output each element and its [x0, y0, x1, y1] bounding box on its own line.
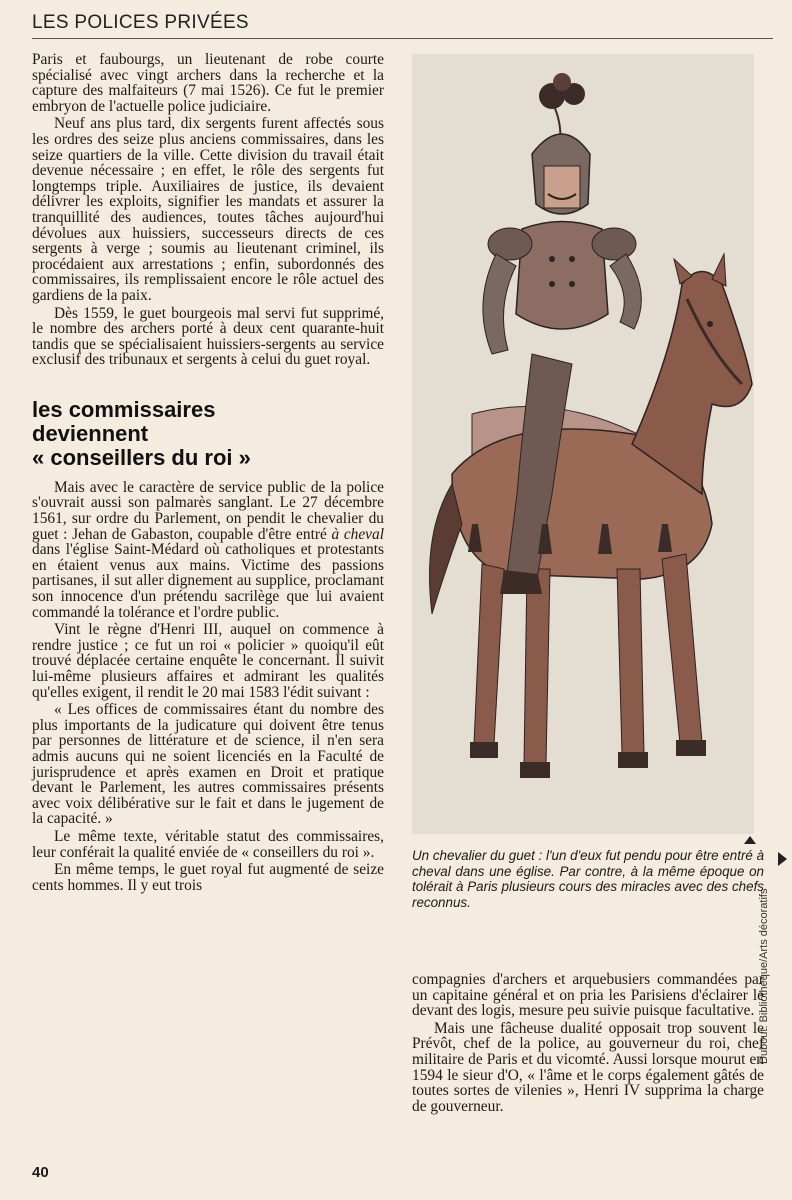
photo-credit: Dubout. Bibliothèque/Arts décoratifs	[758, 888, 770, 1064]
italic-text: à cheval	[331, 525, 384, 543]
page-number: 40	[32, 1164, 49, 1181]
header-rule	[32, 38, 773, 39]
page-turn-arrow-icon	[778, 852, 787, 866]
section-title	[32, 398, 384, 470]
paragraph: Dès 1559, le guet bourgeois mal servi fut supprimé, le nombre des archers porté à deux cent quarante-huit tandis que se spécialisaient huissiers-sergents au service exclusif des tribunaux et sergents à celui du guet royal.	[32, 304, 384, 369]
section-title-line: les commissaires	[32, 396, 216, 422]
knight-on-horse-drawing	[412, 54, 754, 834]
paragraph: Paris et faubourgs, un lieutenant de robe courte spécialisé avec vingt archers dans la recherche et la capture des malfaiteurs (7 mai 1526). Ce fut le premier embryon de l'actuelle police judiciaire.	[32, 51, 384, 115]
paragraph: Neuf ans plus tard, dix sergents furent affectés sous les ordres des seize plus anciens commissaires, dans les seize quartiers de la ville. Cette division du travail était devenue nécessaire ; en effet, le rôle des sergents fut longtemps triple. Auxiliaires de justice, ils devaient délivrer les exploits, signifier les mandats et assurer la tranquillité des audiences, toutes tâches aujourd'hui dévolues aux huissiers, successeurs directs de ces sergents à verge ; soumis au lieutenant criminel, ils procédaient aux arrestations ; enfin, subordonnés des commissaires, ils remplissaient encore le rôle actuel des gardiens de la paix.	[32, 115, 384, 304]
paragraph: Mais une fâcheuse dualité opposait trop souvent le Prévôt, chef de la police, au gouverneur du roi, chef militaire de Paris et du vicomté. Aussi lorsque mourut en 1594 le sieur d'O, « l'âme et le corps également gâtés de toutes sortes de vilenies », Henri IV supprima la charge de gouverneur.	[412, 1019, 764, 1115]
left-column	[32, 52, 384, 893]
figure-caption: Un chevalier du guet : l'un d'eux fut pendu pour être entré à cheval dans une église. Par contre, à la même époque on tolérait à Paris plusieurs cours des miracles avec des chefs reconnus.	[412, 848, 765, 910]
text-run: Mais avec le caractère de service public de la police s'ouvrait aussi son palmarès sanglant. Le 27 décembre 1561, sur ordre du Parlement, on pendit le chevalier du guet : Jehan de Gabaston, coupable d'être entré	[32, 478, 384, 543]
section-title-line: deviennent	[32, 420, 149, 446]
text-run: dans l'église Saint-Médard où catholiques et protestants en étaient venus aux mains. Victime des passions partisanes, il sut aller dignement au supplice, proclamant son innocence d'un prétendu sacrilège que lui avaient commandé la tolérance et l'ordre public.	[32, 541, 384, 621]
knight-illustration	[412, 54, 754, 834]
right-column	[412, 972, 764, 1114]
paragraph	[32, 480, 384, 620]
caption-marker-icon	[744, 836, 756, 844]
paragraph: Le même texte, véritable statut des commissaires, leur conférait la qualité enviée de « conseillers du roi ».	[32, 827, 384, 861]
paragraph: En même temps, le guet royal fut augmenté de seize cents hommes. Il y eut trois	[32, 861, 384, 894]
paragraph: compagnies d'archers et arquebusiers commandées par un capitaine général et on pria les Parisiens d'éclairer le devant des logis, mesure peu suivie puisque facultative.	[412, 971, 764, 1020]
quoted-edict: « Les offices de commissaires étant du nombre des plus importants de la judicature qui doivent être tenus par personnes de littérature et de science, il n'en sera admis aucuns qui ne soient licenciés en la Faculté de jurisprudence et après examen en Droit et pratique devant le Parlement, les autres commissaires présents avec voix délibérative sur le fait et dans le jugement de la capacité. »	[32, 701, 384, 828]
running-title: LES POLICES PRIVÉES	[32, 12, 249, 33]
section-title-line: « conseillers du roi »	[32, 444, 251, 470]
paragraph: Vint le règne d'Henri III, auquel on commence à rendre justice ; ce fut un roi « policier » quoiqu'il eût trouvé déplacée certaine enquête le concernant. Il suivit lui-même plusieurs affaires et admirant les qualités qu'elles exigent, il rendit le 20 mai 1583 l'édit suivant :	[32, 621, 384, 701]
